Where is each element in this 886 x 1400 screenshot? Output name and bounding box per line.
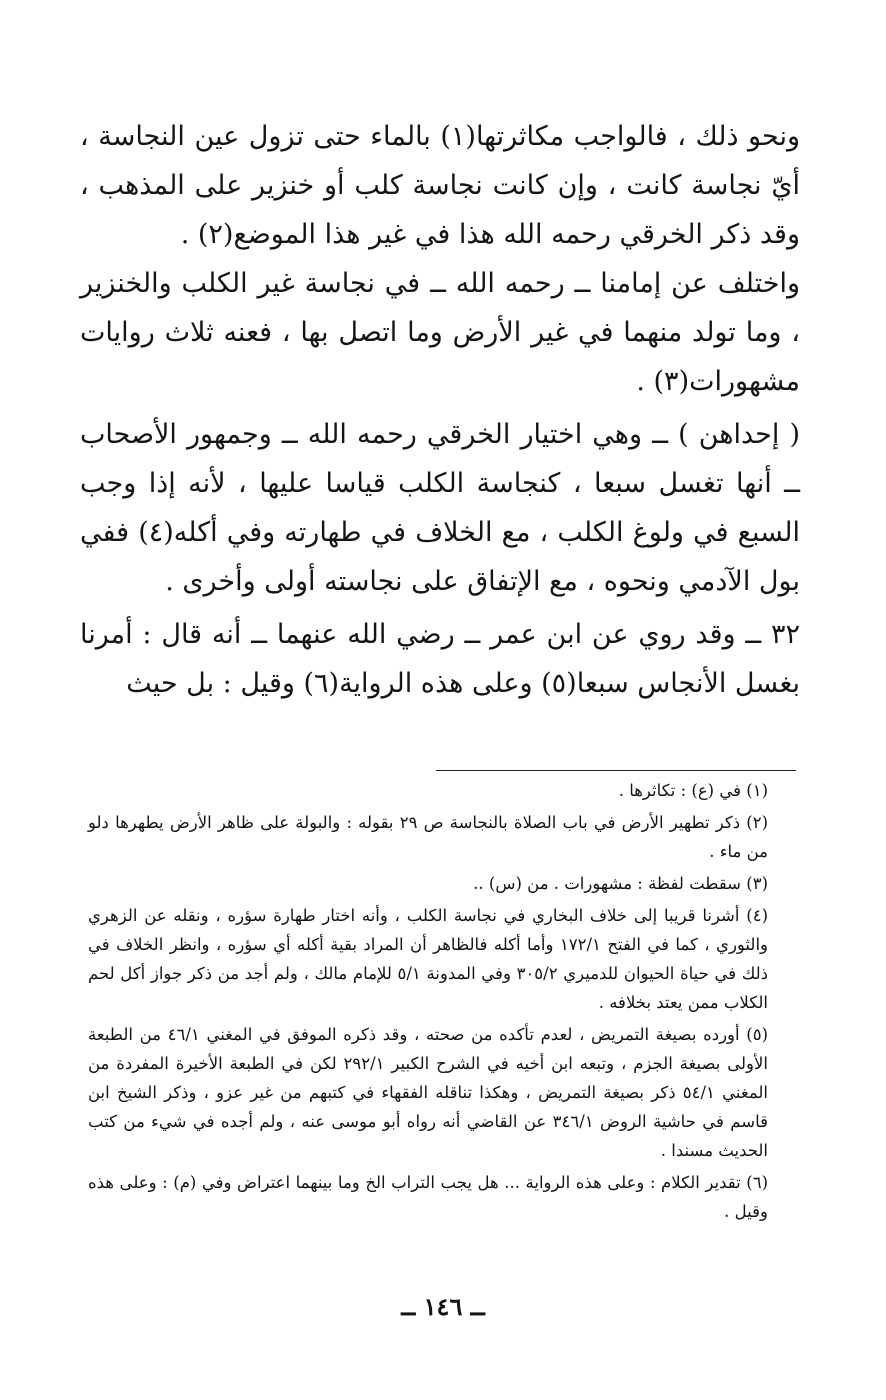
footnote-5: (٥) أورده بصيغة التمريض ، لعدم تأكده من صحته ، وقد ذكره الموفق في المغني ٤٦/١ من الطبعة الأولى بصيغة الجزم ، وتبعه ابن أخيه في الشرح الكبير ٢٩٢/١ لكن في الطبعة الأخيرة المفردة من المغني ٥٤/١ ذكر بصيغة التمريض ، وهكذا تناقله الفقهاء في كتبهم من غير عزو ، وذكر الشيخ ابن قاسم في حاشية الروض ٣٤٦/١ عن القاضي أنه رواه أبو موسى عنه ، ولم أجده في شيء من كتب الحديث مسندا . xyxy=(88,1025,768,1160)
main-text xyxy=(80,112,800,708)
paragraph-2: واختلف عن إمامنا ــ رحمه الله ــ في نجاسة غير الكلب والخنزير ، وما تولد منهما في غير الأرض وما اتصل بها ، فعنه ثلاث روايات مشهورات(٣) . xyxy=(80,268,800,397)
footnote-4: (٤) أشرنا قريبا إلى خلاف البخاري في نجاسة الكلب ، وأنه اختار طهارة سؤره ، ونقله عن الزهري والثوري ، كما في الفتح ١٧٢/١ وأما أكله فالظاهر أن المراد بقية أكله أي سؤره ، وانظر الخلاف في ذلك في حياة الحيوان للدميري ٣٠٥/٢ وفي المدونة ٥/١ للإمام مالك ، ولم أجد من ذكر جواز أكل لحم الكلاب ممن يعتد بخلافه . xyxy=(88,906,769,1012)
paragraph-3: ( إحداهن ) ــ وهي اختيار الخرقي رحمه الله ــ وجمهور الأصحاب ــ أنها تغسل سبعا ، كنجاسة الكلب قياسا عليها ، لأنه إذا وجب السبع في ولوغ الكلب ، مع الخلاف في طهارته وفي أكله(٤) ففي بول الآدمي ونحوه ، مع الإتفاق على نجاسته أولى وأخرى . xyxy=(80,419,801,597)
paragraph-1: ونحو ذلك ، فالواجب مكاثرتها(١) بالماء حتى تزول عين النجاسة ، أيّ نجاسة كانت ، وإن كانت نجاسة كلب أو خنزير على المذهب ، وقد ذكر الخرقي رحمه الله هذا في غير هذا الموضع(٢) . xyxy=(80,121,800,250)
footnote-2: (٢) ذكر تطهير الأرض في باب الصلاة بالنجاسة ص ٢٩ بقوله : والبولة على ظاهر الأرض يطهرها دلو من ماء . xyxy=(88,813,768,861)
footnote-3: (٣) سقطت لفظة : مشهورات . من (س) .. xyxy=(473,874,768,893)
footnote-6: (٦) تقدير الكلام : وعلى هذه الرواية ... هل يجب التراب الخ وما بينهما اعتراض وفي (م) : وعلى هذه وقيل . xyxy=(88,1173,768,1221)
page-number: ــ ١٤٦ ــ xyxy=(401,1292,485,1321)
footnote-separator xyxy=(436,770,796,771)
footnotes xyxy=(88,776,768,1229)
paragraph-4: ٣٢ ــ وقد روي عن ابن عمر ــ رضي الله عنهما ــ أنه قال : أمرنا بغسل الأنجاس سبعا(٥) وعلى هذه الرواية(٦) وقيل : بل حيث xyxy=(80,619,800,699)
footnote-1: (١) في (ع) : تكاثرها . xyxy=(618,781,768,800)
